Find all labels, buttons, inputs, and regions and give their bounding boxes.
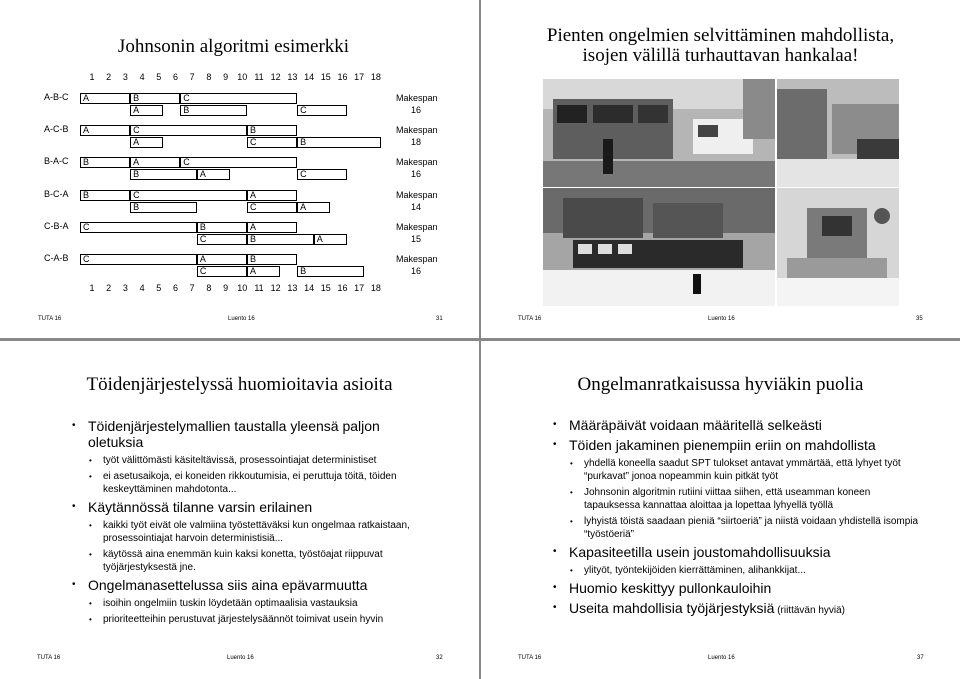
makespan-value: 16 (410, 105, 421, 115)
makespan (396, 92, 436, 116)
footer-page-number: 31 (436, 316, 443, 322)
axis-number: 6 (172, 283, 178, 293)
axis-number: 18 (370, 283, 381, 293)
job-label: A (316, 233, 323, 244)
job-bar (197, 266, 247, 277)
axis-number: 4 (139, 283, 145, 293)
job-label: A (199, 254, 206, 264)
job-label: B (83, 157, 90, 168)
job-label: A (83, 125, 90, 136)
axis-number: 9 (223, 72, 229, 82)
job-bar (180, 157, 297, 168)
sub-bullet: • ei asetusaikoja, ei koneiden rikkoutumisia, ei peruttuja töitä, töiden keskeyttäminen mahdotonta... (70, 470, 430, 496)
axis-number: 9 (223, 283, 229, 293)
sequence-label: B-A-C (44, 156, 69, 167)
job-bar (247, 202, 297, 213)
job-label: A (133, 105, 140, 115)
job-bar (247, 190, 297, 201)
axis-number: 7 (189, 283, 195, 293)
axis-number: 1 (89, 283, 95, 293)
job-label: A (133, 137, 140, 148)
axis-number: 12 (270, 72, 281, 82)
job-label: A (199, 169, 206, 180)
makespan-label: Makespan (396, 125, 438, 136)
bullet (551, 580, 921, 596)
time-axis-bottom (0, 283, 479, 295)
job-label: A (250, 189, 257, 200)
bullet-list (70, 418, 430, 629)
job-bar (247, 222, 297, 233)
makespan-value: 18 (410, 137, 421, 148)
job-bar (80, 254, 197, 265)
axis-number: 3 (122, 283, 128, 293)
job-label: A (133, 157, 140, 168)
job-label: A (250, 221, 257, 232)
makespan-label: Makespan (396, 221, 438, 232)
street-photo (777, 79, 899, 187)
sub-bullet: • käytössä aina enemmän kuin kaksi konetta, työstöajat riippuvat työjärjestyksestä jne. (70, 548, 430, 574)
bullet-list (551, 417, 921, 623)
axis-number: 1 (89, 72, 95, 82)
axis-number: 14 (304, 72, 315, 82)
sub-bullet: • isoihin ongelmiin tuskin löydetään optimaalisia vastauksia (70, 597, 430, 610)
bullet (551, 417, 921, 433)
slide-scheduling-considerations (0, 341, 479, 679)
job-bar (80, 125, 130, 136)
job-label: C (199, 266, 207, 276)
makespan-value: 15 (410, 233, 421, 244)
footer-page-number: 35 (916, 316, 923, 322)
makespan (396, 156, 436, 180)
axis-number: 17 (354, 283, 365, 293)
job-label: A (83, 93, 90, 103)
makespan-label: Makespan (396, 93, 438, 103)
job-bar (297, 266, 364, 277)
axis-number: 6 (172, 72, 178, 82)
footer-course: TUTA 16 (37, 655, 61, 661)
job-label: B (133, 93, 140, 103)
axis-number: 3 (122, 72, 128, 82)
job-label: B (300, 137, 307, 148)
gantt-row (0, 156, 479, 188)
sequence-label: C-A-B (44, 253, 69, 263)
axis-number: 11 (254, 72, 264, 82)
snow-trams-photo (543, 188, 775, 306)
job-bar (180, 93, 297, 104)
job-bar (130, 137, 163, 148)
makespan-value: 16 (410, 169, 421, 180)
axis-number: 17 (354, 72, 365, 82)
makespan (396, 253, 436, 277)
sequence-label: A-C-B (44, 124, 69, 135)
axis-number: 14 (304, 283, 315, 293)
axis-number: 8 (206, 72, 212, 82)
footer-course: TUTA 16 (518, 655, 542, 661)
job-label: A (300, 201, 307, 212)
sub-bullet: • Johnsonin algoritmin rutiini viittaa siihen, että useamman koneen tapauksessa kannattaa aloittaa ja lopettaa lyhyellä työllä (551, 486, 921, 512)
job-label: B (300, 266, 307, 276)
job-bar (247, 266, 280, 277)
axis-number: 10 (237, 283, 248, 293)
footer-lecture: Luento 16 (228, 316, 255, 322)
makespan-value: 16 (410, 266, 421, 276)
job-label: C (300, 105, 307, 115)
slide-title: Johnsonin algoritmi esimerkki (117, 36, 350, 57)
job-bar (180, 105, 247, 116)
slide-title (481, 26, 960, 66)
gantt-row (0, 92, 479, 124)
axis-number: 16 (337, 283, 348, 293)
sequence-label: B-C-A (44, 188, 69, 199)
job-bar (130, 190, 247, 201)
footer-course: TUTA 16 (38, 316, 62, 322)
bullet-text: Useita mahdollisia työjärjestyksiä (569, 600, 775, 616)
axis-number: 13 (287, 283, 298, 293)
sub-bullet: • prioriteetteihin perustuvat järjestelysäännöt toimivat usein hyvin (70, 613, 430, 626)
job-label: C (199, 233, 207, 244)
axis-number: 8 (206, 283, 212, 293)
job-bar (80, 93, 130, 104)
job-bar (247, 125, 297, 136)
bullet-note: (riittävän hyviä) (774, 605, 845, 616)
job-label: C (183, 93, 190, 103)
job-label: B (133, 169, 140, 180)
job-bar (130, 157, 180, 168)
axis-number: 12 (270, 283, 281, 293)
job-bar (130, 169, 197, 180)
job-label: B (83, 189, 90, 200)
makespan-label: Makespan (396, 189, 438, 200)
job-label: C (250, 201, 257, 212)
slide-title: Töidenjärjestelyssä huomioitavia asioita (86, 374, 393, 395)
sub-bullet: • lyhyistä töistä saadaan pieniä “siirtoeriä” ja niistä voidaan yhdistellä isompia “työstöeriä” (551, 515, 921, 541)
slide-good-sides (481, 341, 960, 679)
job-label: B (250, 233, 257, 244)
job-label: B (199, 221, 206, 232)
job-label: B (133, 201, 140, 212)
title-line-2: isojen välillä turhauttavan hankalaa! (582, 45, 859, 66)
job-label: C (300, 169, 307, 180)
makespan (396, 189, 436, 213)
axis-number: 16 (337, 72, 348, 82)
bullet-text: Töidenjärjestelymallien taustalla yleensä paljon oletuksia (88, 418, 380, 450)
footer-lecture: Luento 16 (708, 655, 735, 661)
axis-number: 4 (139, 72, 145, 82)
gantt-row (0, 253, 479, 285)
axis-number: 5 (156, 72, 162, 82)
bullet-text: Huomio keskittyy pullonkauloihin (569, 580, 772, 596)
footer-lecture: Luento 16 (227, 655, 254, 661)
axis-number: 10 (237, 72, 248, 82)
tram-photo (543, 79, 775, 187)
footer-page-number: 32 (436, 655, 443, 661)
bullet (70, 499, 430, 515)
bullet-text: Käytännössä tilanne varsin erilainen (88, 499, 313, 515)
bullet (551, 437, 921, 453)
job-bar (130, 93, 180, 104)
bullet (70, 418, 430, 450)
makespan (396, 124, 436, 148)
footer-lecture: Luento 16 (708, 316, 735, 322)
footer-course: TUTA 16 (518, 316, 542, 322)
job-label: A (250, 266, 257, 276)
job-bar (197, 234, 247, 245)
axis-number: 13 (287, 72, 298, 82)
job-bar (314, 234, 347, 245)
axis-number: 15 (320, 283, 331, 293)
gantt-row (0, 189, 479, 221)
axis-number: 11 (254, 283, 264, 293)
job-bar (247, 254, 297, 265)
sub-bullet: • kaikki työt eivät ole valmiina työstettäväksi kun ongelmaa ratkaistaan, prosessointiajat harvoin deterministisiä... (70, 519, 430, 545)
axis-number: 7 (189, 72, 195, 82)
sub-bullet: • työt välittömästi käsiteltävissä, prosessointiajat deterministiset (70, 454, 430, 467)
job-bar (297, 105, 347, 116)
job-bar (130, 125, 247, 136)
axis-number: 5 (156, 283, 162, 293)
bullet-text: Kapasiteetilla usein joustomahdollisuuksia (569, 544, 831, 560)
axis-number: 2 (106, 283, 112, 293)
job-bar (297, 169, 347, 180)
job-bar (80, 190, 130, 201)
job-label: C (83, 254, 90, 264)
gantt-row (0, 124, 479, 156)
job-label: B (250, 254, 257, 264)
slide-photos (481, 0, 960, 338)
title-line-1: Pienten ongelmien selvittäminen mahdollista, (546, 25, 895, 46)
job-bar (297, 137, 381, 148)
job-label: C (250, 137, 257, 148)
bullet (551, 600, 921, 619)
gantt-row (0, 221, 479, 253)
job-label: C (183, 157, 190, 168)
sequence-label: A-B-C (44, 92, 69, 102)
axis-number: 2 (106, 72, 112, 82)
job-bar (247, 137, 297, 148)
job-bar (197, 169, 230, 180)
makespan-value: 14 (410, 201, 421, 212)
makespan-label: Makespan (396, 157, 438, 168)
footer-page-number: 37 (917, 655, 924, 661)
job-label: B (183, 105, 190, 115)
bullet (551, 544, 921, 560)
sub-bullet: • ylityöt, työntekijöiden kierrättäminen, alihankkijat... (551, 564, 921, 577)
job-bar (247, 234, 314, 245)
job-bar (197, 254, 247, 265)
job-bar (130, 105, 163, 116)
job-bar (197, 222, 247, 233)
job-label: C (133, 125, 140, 136)
makespan-label: Makespan (396, 254, 438, 264)
slide-johnson-example (0, 0, 479, 338)
axis-number: 15 (320, 72, 331, 82)
job-bar (130, 202, 197, 213)
job-label: C (83, 221, 90, 232)
snowplow-photo (777, 188, 899, 306)
time-axis-top (0, 72, 479, 84)
job-bar (80, 222, 197, 233)
bullet-text: Määräpäivät voidaan määritellä selkeästi (569, 417, 822, 433)
sequence-label: C-B-A (44, 220, 69, 231)
job-bar (297, 202, 330, 213)
job-label: B (250, 125, 257, 136)
bullet-text: Töiden jakaminen pienempiin eriin on mahdollista (569, 437, 876, 453)
slide-title: Ongelmanratkaisussa hyviäkin puolia (577, 374, 864, 395)
bullet (70, 577, 430, 593)
sub-bullet: • yhdellä koneella saadut SPT tulokset antavat ymmärtää, että lyhyet työt “purkavat” jonoa nopeammin kuin pitkät työt (551, 457, 921, 483)
makespan (396, 221, 436, 245)
axis-number: 18 (370, 72, 381, 82)
job-bar (80, 157, 130, 168)
job-label: C (133, 189, 140, 200)
bullet-text: Ongelmanasettelussa siis aina epävarmuutta (88, 577, 368, 593)
